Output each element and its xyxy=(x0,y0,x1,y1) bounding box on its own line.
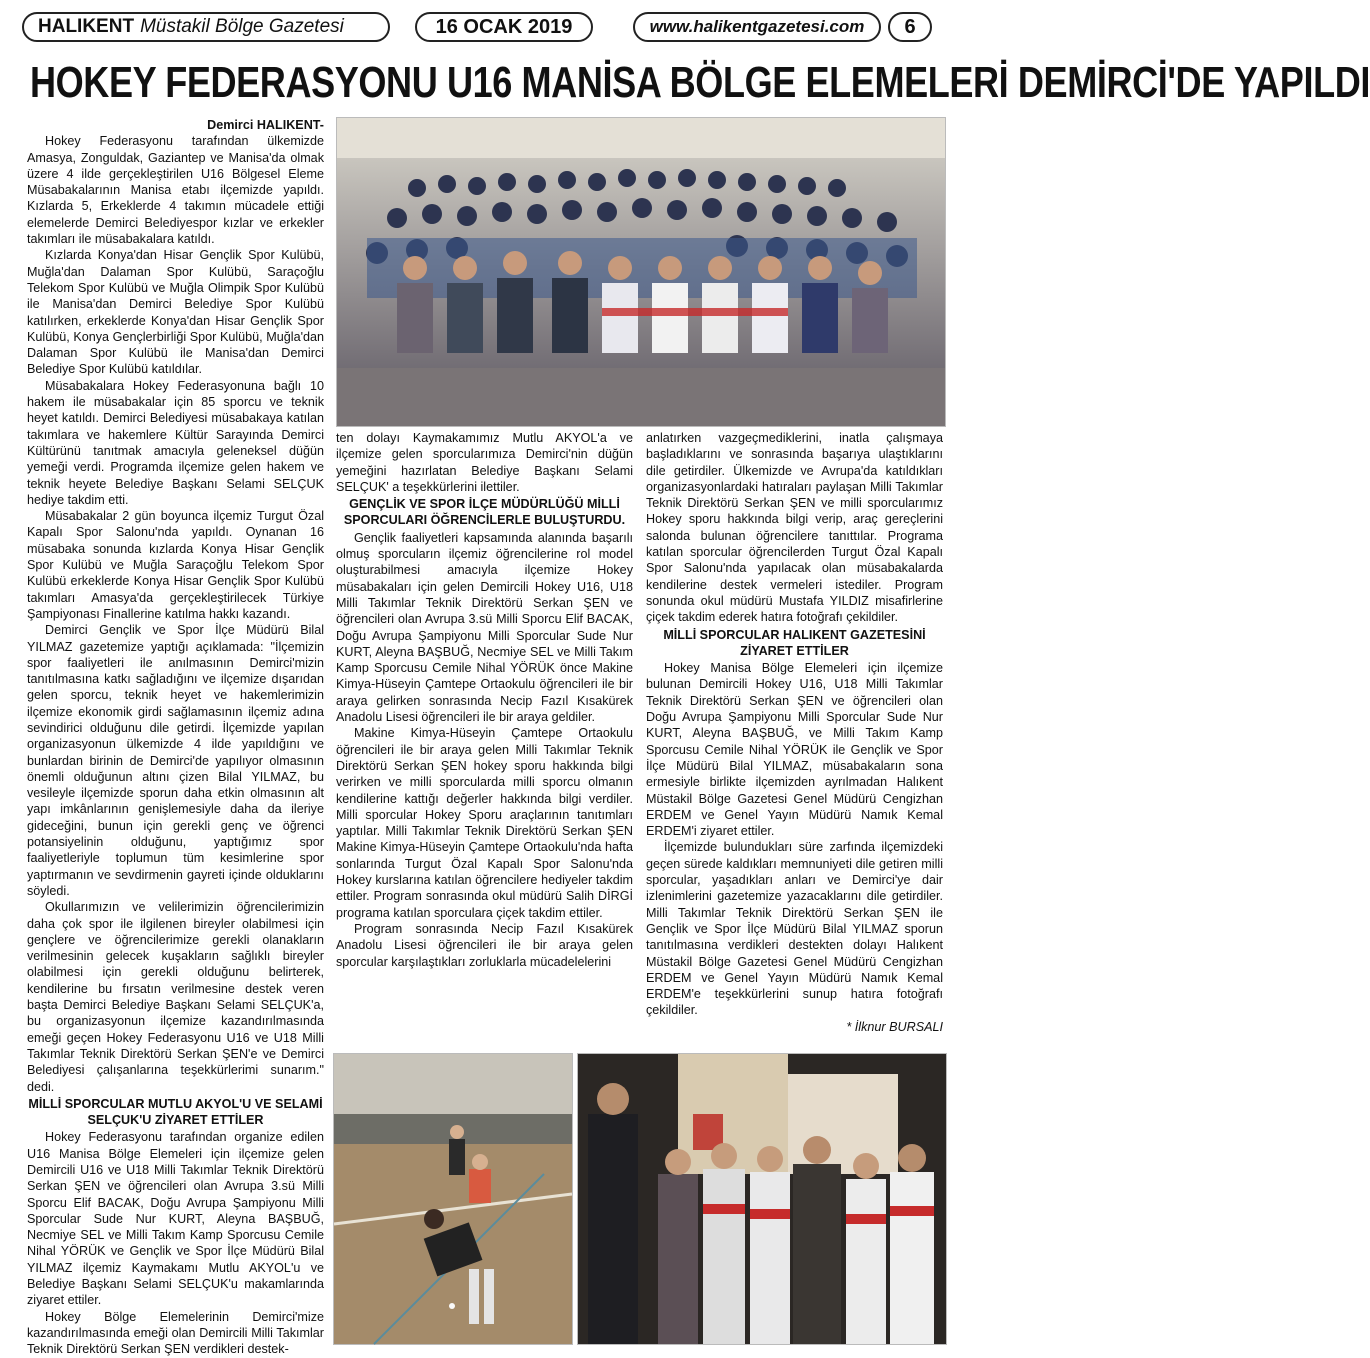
page-number: 6 xyxy=(888,12,932,42)
paragraph: Müsabakalar 2 gün boyunca ilçemiz Turgut Özal Kapalı Spor Salonu'nda yapıldı. Oynanan 16 müsabaka sonunda kızlarda Konya Hisar Gençlik Spor Kulübü ve Muğla Saraçoğlu Telekom Spor Kulübü erkeklerde Konya Hisar Gençlik Spor Kulübü takımları Amasya'da gerçekleştirilecek Türkiye Şampiyonası Finallerine katılma hakkı kazandı. xyxy=(27,509,324,621)
newspaper-brand: HALIKENT xyxy=(38,16,135,37)
newspaper-name-box xyxy=(22,12,390,42)
issue-date: 16 OCAK 2019 xyxy=(415,12,593,42)
section-heading: MİLLİ SPORCULAR MUTLU AKYOL'U VE SELAMİ SELÇUK'U ZİYARET ETTİLER xyxy=(28,1096,323,1128)
page-header xyxy=(0,10,975,46)
paragraph: Makine Kimya-Hüseyin Çamtepe Ortaokulu öğrencileri ile bir araya gelen Milli Takımlar Teknik Direktörü Serkan ŞEN hokey sporu hakkında bilgi verirken ve milli sporcularda milli sporcu olmanın kendilerine kattığı değerler hakkında bilgi verdiler. Milli sporcular Hokey Sporu araçlarının tanıtımları yaptılar. Milli Takımlar Teknik Direktörü Serkan ŞEN Makine Kimya-Hüseyin Çamtepe Ortaokulu'nda hafta sonlarında Turgut Özal Kapalı Spor Salonu'nda Hokey kurslarına katılan öğrencilere hediyeler takdim ettiler. Program sonrasında okul müdürü Salih DİRGİ programa katılan sporculara çiçek takdim ettiler. xyxy=(336,726,633,920)
headline: HOKEY FEDERASYONU U16 MANİSA BÖLGE ELEMELERİ DEMİRCİ'DE YAPILDI xyxy=(30,58,1370,107)
section-heading: MİLLİ SPORCULAR HALIKENT GAZETESİNİ ZİYARET ETTİLER xyxy=(663,627,926,658)
paragraph: Hokey Bölge Elemelerinin Demirci'mize kazandırılmasında emeği olan Demircili Milli Takımlar Teknik Direktörü Serkan ŞEN verdikleri destek- xyxy=(27,1309,324,1357)
paragraph: Gençlik faaliyetleri kapsamında alanında başarılı olmuş sporcuların ilçemiz öğrencilerine rol model oluşturabilmesi amacıyla ilçemize Hokey müsabakaları için gelen Demircili Hokey U16, U18 Milli Takımlar Teknik Direktörü Serkan ŞEN ve öğrencileri olan Avrupa 3.sü Milli Sporcu Elif BACAK, Doğu Avrupa Şampiyonu Milli Sporcular Sude Nur KURT, Aleyna BAŞBUĞ, Necmiye SEL ve Milli Takım Kamp Sporcusu Cemile Nihal YÖRÜK önce Makine Kimya-Hüseyin Çamtepe Ortaokulu öğrencileri ile bir araya gelirken sonrasında Necip Fazıl Kısakürek Anadolu Lisesi öğrencileri ile bir araya geldiler. xyxy=(336,530,633,725)
paragraph: Program sonrasında Necip Fazıl Kısakürek Anadolu Lisesi öğrencileri ile bir araya gelen sporcular karşılaştıkları zorluklarla mücadelelerini xyxy=(336,921,633,969)
article-column-left xyxy=(27,117,324,1358)
paragraph: ten dolayı Kaymakamımız Mutlu AKYOL'a ve ilçemize gelen sporcularımıza Demirci'nin düğün yemeğini hazırlatan Belediye Başkanı Selami SELÇUK' a teşekkürlerini ilettiler. xyxy=(336,431,633,494)
paragraph: Hokey Federasyonu tarafından ülkemizde Amasya, Zonguldak, Gaziantep ve Manisa'da olmak üzere 4 ilde gerçekleştirilen U16 Bölgesel Eleme Müsabakalarının Manisa etabı ilçemizde yapıldı. Kızlarda 5, Erkeklerde 4 takımın mücadele ettiği elemelerde Demirci Belediyespor kızlar ve erkekler takımları ile müsabakalara katıldı. xyxy=(27,134,324,247)
paragraph: Demirci Gençlik ve Spor İlçe Müdürü Bilal YILMAZ gazetemize yaptığı açıklamada: "İlçemizin spor faaliyetleri ile anılmasının Demirci'mizin tanıtılmasına katkı sağladığını ve ilçemize dışarıdan gelen sporcu, teknik heyet ve hakemlerimizin ilçemize ekonomik girdi sağlamasının ilçemiz adına sevindirici olduğunu dile getirdi. İlçemizde yapılan organizasyonun ülkemizde 4 ilde yapıldığını ve bunlardan birinin de Demirci'de yapılıyor olmasının önemli olduğunun altını çizen Bilal YILMAZ, bu vesileyle ilçemizde sporun daha etkin olmasının alt yapı imkânlarının genişlemesiyle daha da ileriye gideceğini, bunun için gerekli genç ve öğrenci potansiyelinin olduğunu, yaptığımız spor faaliyetleriyle toplumun tüm kesimlerine spor yaptırmanın ve sevdirmenin gayreti içinde olduklarını söyledi. xyxy=(27,623,324,898)
byline: Demirci HALIKENT- xyxy=(207,118,324,132)
author-credit: * İlknur BURSALI xyxy=(846,1019,943,1034)
hockey-match-photo xyxy=(333,1053,573,1345)
paragraph: Hokey Federasyonu tarafından organize edilen U16 Manisa Bölge Elemeleri için ilçemize gelen Demircili U16 ve U18 Milli Takımlar Teknik Direktörü Serkan ŞEN ve öğrencileri olan Avrupa 3.sü Milli Sporcu Elif BACAK, Doğu Avrupa Şampiyonu Milli Sporcular Sude Nur KURT, Aleyna BAŞBUĞ, Necmiye SEL ve Milli Takım Kamp Sporcusu Cemile Nihal YÖRÜK ve Gençlik ve Spor İlçe Müdürü Bilal YILMAZ ilçemiz Kaymakamı Mutlu AKYOL'u ve Belediye Başkanı Selami SELÇUK'u makamlarında ziyaret ettiler. xyxy=(27,1130,324,1308)
paragraph: Müsabakalara Hokey Federasyonuna bağlı 10 hakem ile müsabakalar için 85 sporcu ve teknik heyet katıldı. Demirci Belediyesi müsabakaya katılan takımlara ve hakemlere Kültür Sarayında Demirci Kültürünü tanıtmak amacıyla geleneksel düğün yemeği verdi. Programda ilçemize gelen hakem ve teknik heyete Belediye Başkanı Selami SELÇUK hediye takdim etti. xyxy=(27,378,324,507)
newspaper-visit-photo xyxy=(577,1053,947,1345)
article-column-middle xyxy=(336,430,633,970)
paragraph: Hokey Manisa Bölge Elemeleri için ilçemize bulunan Demircili Hokey U16, U18 Milli Takımlar Teknik Direktörü Serkan ŞEN ve öğrencileri olan Doğu Avrupa Şampiyonu Milli Sporcular Sude Nur KURT, Aleyna BAŞBUĞ, ve Milli Takım Kamp Sporcusu Cemile Nihal YÖRÜK ile Gençlik ve Spor İlçe Müdürü Bilal YILMAZ, müsabakaların sona ermesiyle birlikte ilçemizden ayrılmadan Halıkent Müstakil Bölge Gazetesi Genel Müdürü Cengizhan ERDEM ve Genel Yayın Müdürü Namık Kemal ERDEM'i ziyaret ettiler. xyxy=(646,661,943,839)
visit-photo-graphic xyxy=(578,1054,946,1344)
article-column-right xyxy=(646,430,943,1035)
auditorium-group-photo xyxy=(336,117,946,427)
newspaper-subtitle: Müstakil Bölge Gazetesi xyxy=(140,16,344,37)
section-heading: GENÇLİK VE SPOR İLÇE MÜDÜRLÜĞÜ MİLLİ SPORCULARI ÖĞRENCİLERLE BULUŞTURDU. xyxy=(343,497,626,528)
website-link[interactable]: www.halikentgazetesi.com xyxy=(633,12,881,42)
auditorium-photo-graphic xyxy=(337,118,945,426)
paragraph: Kızlarda Konya'dan Hisar Gençlik Spor Kulübü, Muğla'dan Dalaman Spor Kulübü, Saraçoğlu Telekom Spor Kulübü ve Muğla Olimpik Spor Kulübü ile Manisa'dan Demirci Belediye Spor Kulübü katılırken, erkeklerde Konya'dan Hisar Gençlik Spor Kulübü, Konya Gençlerbirliği Spor Kulübü, Muğla'dan Dalaman Spor Kulübü ile Manisa'dan Demirci Belediye Spor Kulübü katıldılar. xyxy=(27,248,324,377)
hockey-photo-graphic xyxy=(334,1054,572,1344)
paragraph: anlatırken vazgeçmediklerini, inatla çalışmaya başladıklarını ve sonrasında başarıya ulaştıklarını dile getirdiler. Ülkemizde ve Avrupa'da katıldıkları organizasyonlardaki hatıraları paylaşan Milli Takımlar Teknik Direktörü Serkan ŞEN ve milli sporcularımız Hokey sporu hakkında bilgi verip, araç gereçlerini salonda bulunan öğrencilere tanıttılar. Programa katılan sporcular öğrencilerden Turgut Özal Kapalı Spor Salonu'nda yapılacak olan müsabakalarda kendilerine destek vermeleri istediler. Program sonunda okul müdürü Mustafa YILDIZ misafirlerine çiçek takdim ederek hatıra fotoğrafı çekildiler. xyxy=(646,431,943,625)
paragraph: Okullarımızın ve velilerimizin öğrencilerimizin daha çok spor ile ilgilenen bireyler olabilmesi için gençlere ve öğrencilerimize gerekli olanakların verilmesinin gelecek kuşakların sağlıklı bireyler olabilmesi için gerekli olduğunu belirterek, kendilerine bu fırsatın verilmesine destek veren başta Demirci Belediye Başkanı Selami SELÇUK'a, bu organizasyonun ilçemize kazandırılmasında emeği geçen Hokey Federasyonu U16 ve U18 Milli Takımlar Teknik Direktörü Serkan ŞEN'e ve Demirci Belediyesi çalışanlarına teşekkürlerimi sunarım." dedi. xyxy=(27,900,324,1094)
paragraph: İlçemizde bulundukları süre zarfında ilçemizdeki geçen sürede kaldıkları memnuniyeti dile getiren milli sporcular, yaşadıkları anları ve Demirci'ye dair izlenimlerini gazetemize yazacaklarını dile getirdiler. Milli Takımlar Teknik Direktörü Serkan ŞEN ile Gençlik ve Spor İlçe Müdürü Bilal YILMAZ sporun tanıtılmasına verdikleri destekten dolayı Halıkent Müstakil Bölge Gazetesi Genel Müdürü Cengizhan ERDEM ve Genel Yayın Müdürü Namık Kemal ERDEM'e teşekkürlerini sunup hatıra fotoğrafı çekildiler. xyxy=(646,840,943,1018)
